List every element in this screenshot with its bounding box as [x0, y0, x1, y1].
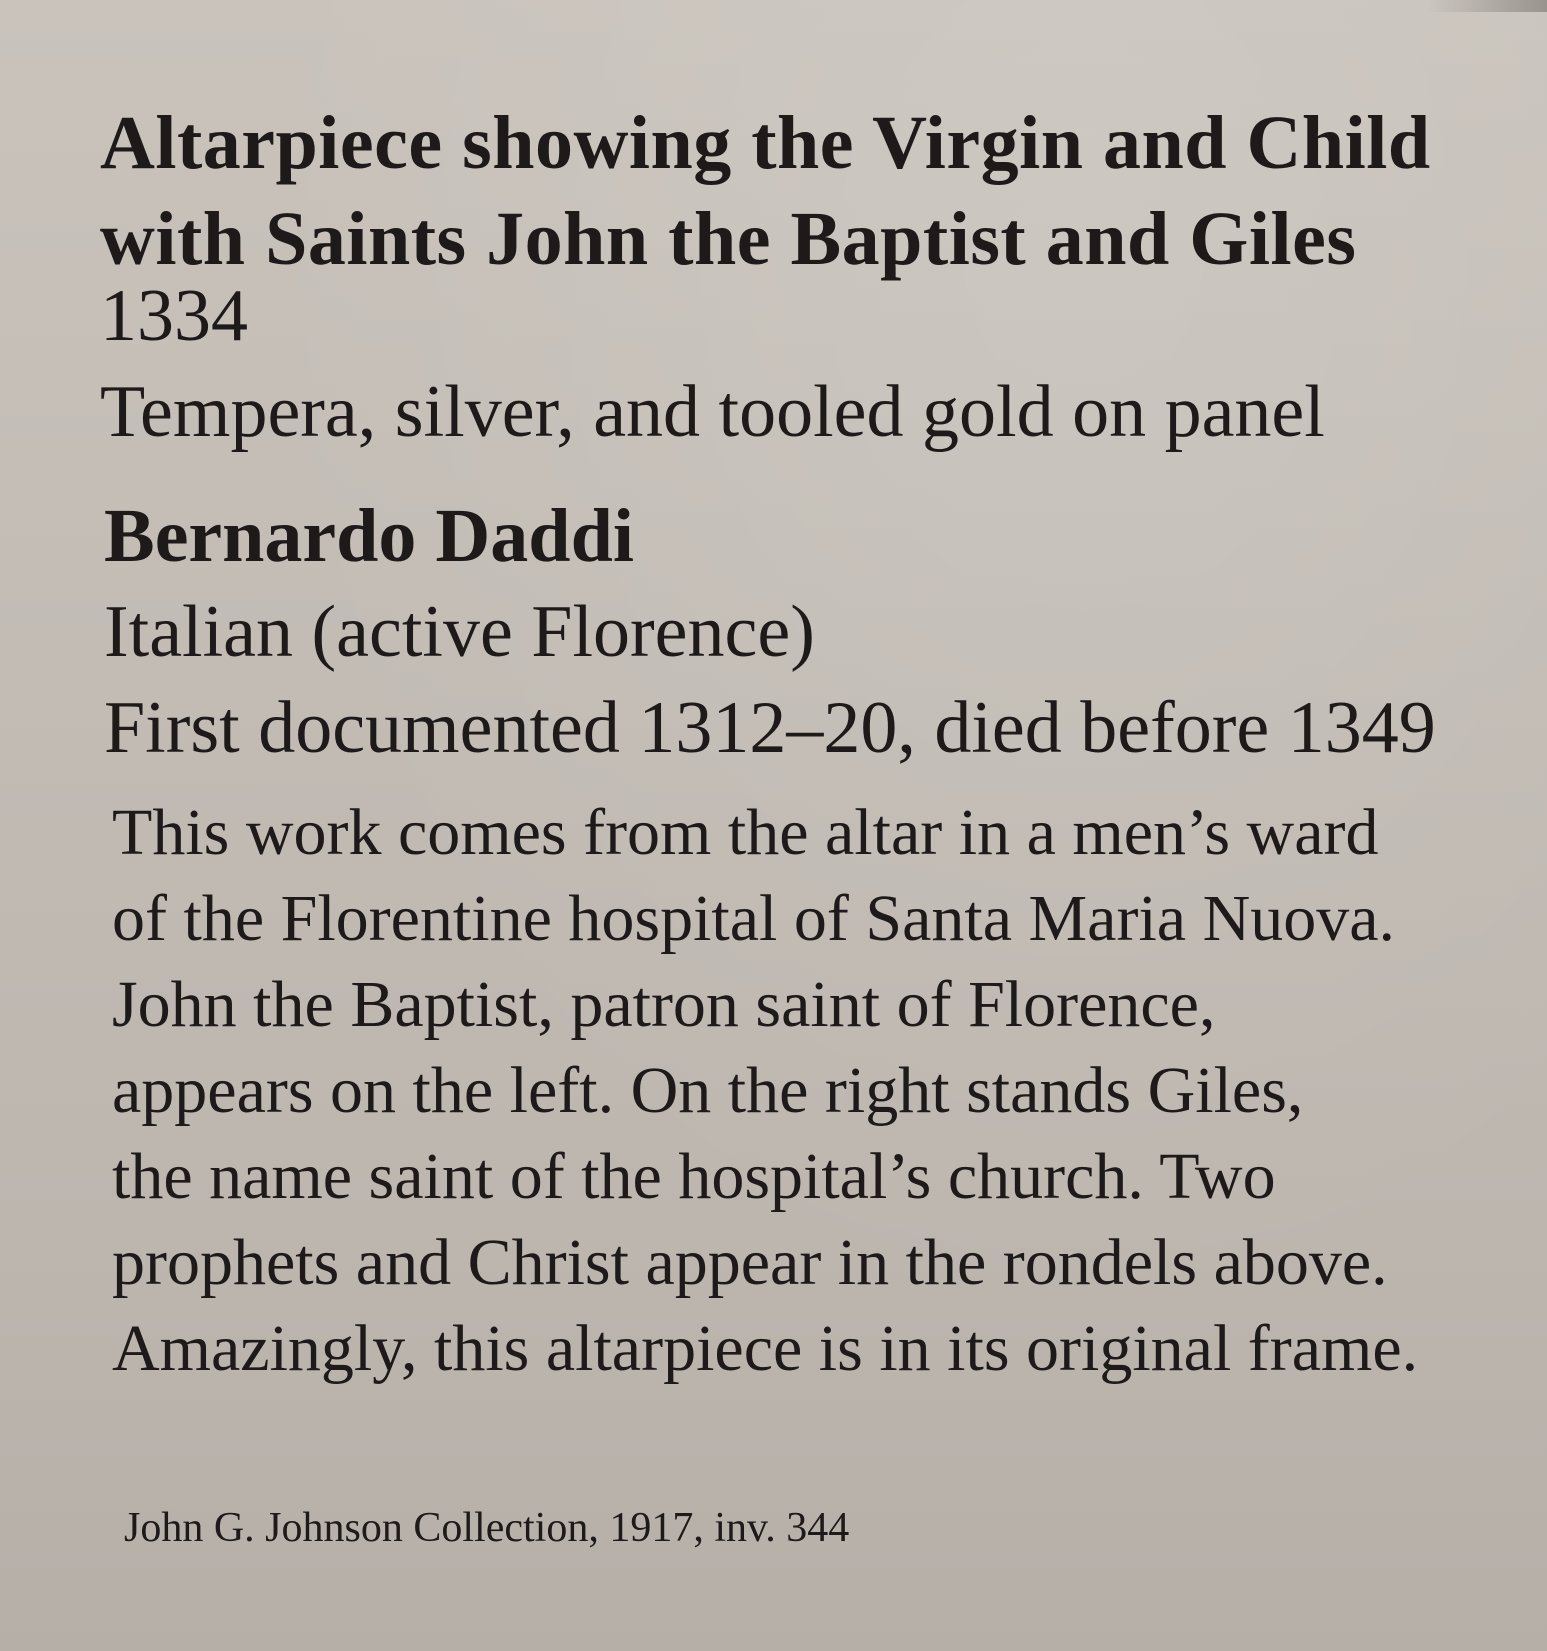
title-line-2: with Saints John the Baptist and Giles: [100, 197, 1357, 281]
artist-name: Bernardo Daddi: [104, 494, 634, 578]
corner-shadow: [1427, 0, 1547, 12]
credit-line: John G. Johnson Collection, 1917, inv. 344: [124, 1505, 850, 1551]
artist-block: [104, 488, 1487, 776]
description-line: John the Baptist, patron saint of Florence,: [112, 968, 1216, 1041]
credit-block: [124, 1502, 1487, 1554]
description: [112, 790, 1487, 1392]
description-line: prophets and Christ appear in the rondels above.: [112, 1226, 1388, 1299]
title-block: [100, 95, 1487, 287]
description-line: This work comes from the altar in a men’s ward: [112, 796, 1379, 869]
artwork-date: 1334: [100, 275, 248, 357]
artist-nationality: Italian (active Florence): [104, 591, 815, 673]
description-line: the name saint of the hospital’s church. Two: [112, 1140, 1276, 1213]
description-line: of the Florentine hospital of Santa Maria Nuova.: [112, 882, 1396, 955]
artist-dates: First documented 1312–20, died before 1349: [104, 687, 1436, 769]
artwork-meta: [100, 268, 1487, 460]
description-line: Amazingly, this altarpiece is in its original frame.: [112, 1312, 1419, 1385]
title-line-1: Altarpiece showing the Virgin and Child: [100, 101, 1431, 185]
artwork-medium: Tempera, silver, and tooled gold on panel: [100, 371, 1325, 453]
description-line: appears on the left. On the right stands Giles,: [112, 1054, 1304, 1127]
